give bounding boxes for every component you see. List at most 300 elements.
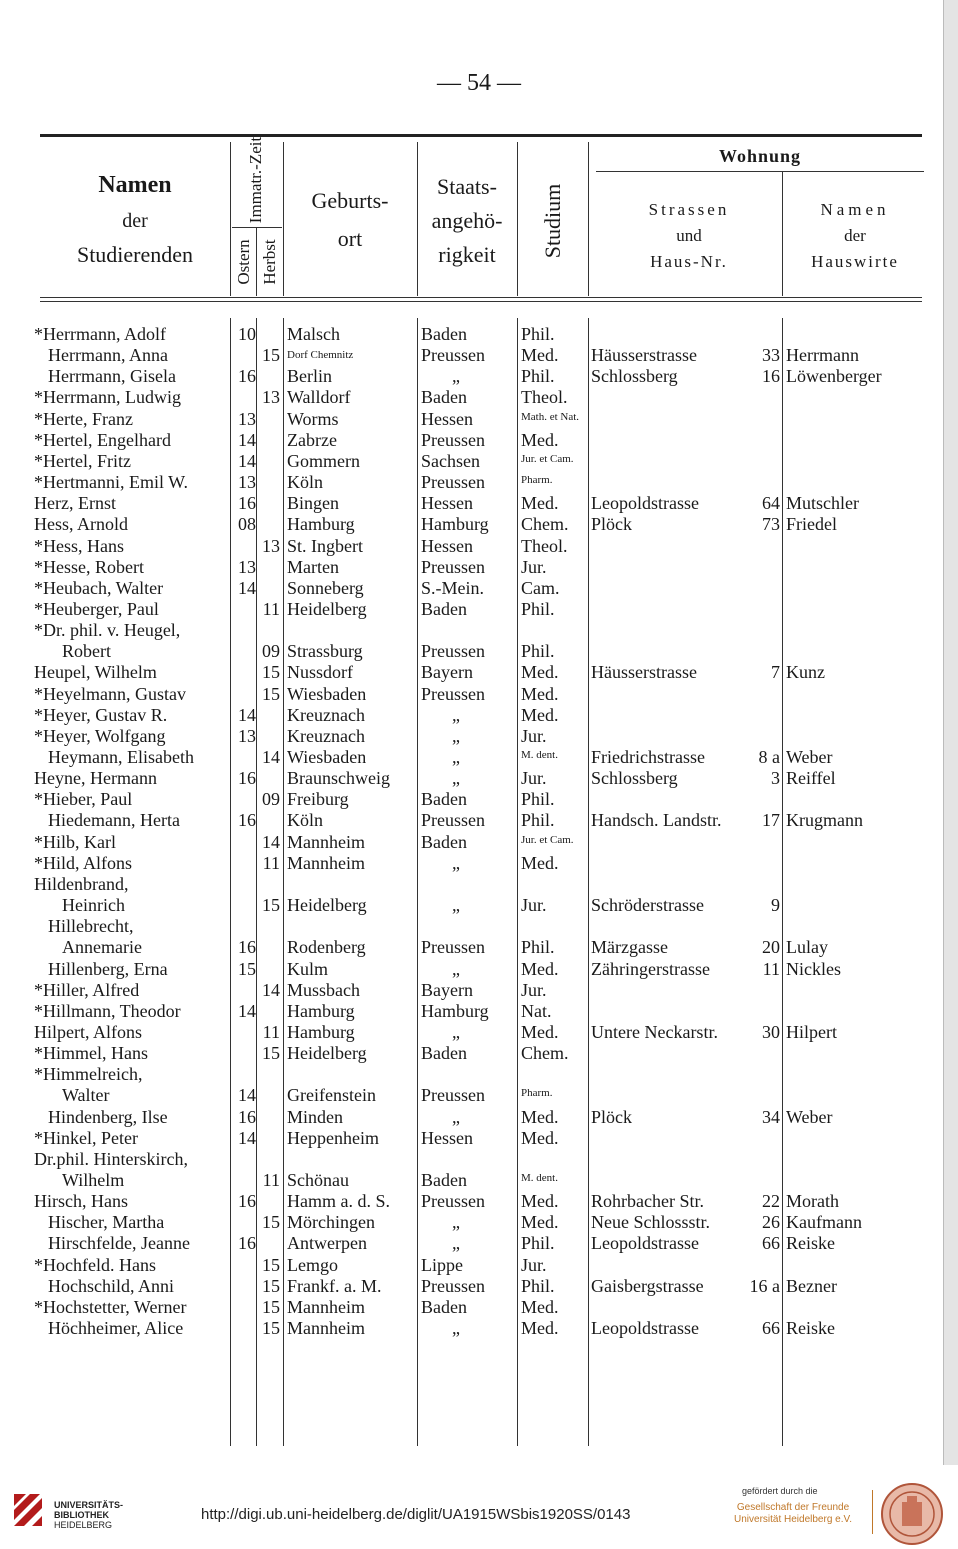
header-herbst: Herbst — [260, 239, 279, 285]
geburtsort: Mannheim — [287, 1318, 365, 1339]
herbst-semester: 09 — [262, 641, 280, 662]
ostern-semester: 13 — [238, 556, 256, 577]
hausnummer: 26 — [762, 1212, 780, 1233]
university-seal-icon — [880, 1482, 944, 1546]
hausnummer: 9 — [771, 895, 780, 916]
studium: Phil. — [521, 598, 555, 619]
strasse: Rohrbacher Str. — [591, 1191, 704, 1212]
hausnummer: 16 — [762, 366, 780, 387]
ostern-semester: 15 — [238, 958, 256, 979]
geburtsort: Marten — [287, 556, 339, 577]
herbst-semester: 15 — [262, 1296, 280, 1317]
studium: Math. et Nat. — [521, 410, 580, 423]
table-row — [0, 874, 958, 895]
studium: Phil. — [521, 789, 555, 810]
staatsangehoerigkeit: Baden — [421, 387, 467, 408]
geburtsort: Schönau — [287, 1170, 349, 1190]
table-row — [0, 599, 958, 620]
studium: Med. — [521, 1296, 559, 1317]
staatsangehoerigkeit: S.-Mein. — [421, 577, 484, 598]
ostern-semester: 14 — [238, 1085, 256, 1106]
geburtsort: St. Ingbert — [287, 535, 363, 556]
ostern-semester: 14 — [238, 577, 256, 598]
strasse: Zähringerstrasse — [591, 958, 710, 979]
table-row — [0, 662, 958, 683]
strasse: Neue Schlossstr. — [591, 1212, 710, 1233]
geburtsort: Heppenheim — [287, 1127, 379, 1148]
student-name: Hiedemann, Herta — [48, 810, 180, 831]
geburtsort: Malsch — [287, 324, 340, 344]
herbst-semester: 15 — [262, 1275, 280, 1296]
funding-note: gefördert durch die — [742, 1486, 818, 1496]
staatsangehoerigkeit: Preussen — [421, 345, 485, 366]
geburtsort: Gommern — [287, 450, 360, 471]
herbst-semester: 09 — [262, 789, 280, 810]
ostern-semester: 10 — [238, 324, 256, 344]
student-name: *Hochstetter, Werner — [34, 1296, 187, 1317]
header-rule-1 — [40, 297, 922, 298]
hausnummer: 66 — [762, 1233, 780, 1254]
header-wohnung: Wohnung — [718, 146, 802, 166]
staatsangehoerigkeit: Hessen — [421, 408, 473, 429]
staatsangehoerigkeit: Baden — [421, 1170, 467, 1190]
header-staat-3: rigkeit — [438, 242, 496, 267]
student-name: Hirschfelde, Jeanne — [48, 1233, 190, 1254]
table-row — [0, 789, 958, 810]
student-name: Heyne, Hermann — [34, 768, 157, 789]
student-name: *Hiller, Alfred — [34, 979, 140, 1000]
geburtsort: Heidelberg — [287, 1043, 367, 1064]
strasse: Leopoldstrasse — [591, 1233, 699, 1254]
table-row — [0, 1212, 958, 1233]
hauswirt: Weber — [786, 1106, 833, 1127]
strasse: Schlossberg — [591, 768, 678, 789]
studium: Phil. — [521, 937, 555, 958]
herbst-semester: 14 — [262, 747, 280, 767]
table-row — [0, 387, 958, 408]
student-name: Hilpert, Alfons — [34, 1021, 142, 1042]
student-name: Walter — [62, 1085, 110, 1106]
hausnummer: 7 — [771, 662, 780, 683]
strasse: Häusserstrasse — [591, 662, 697, 683]
table-row — [0, 1064, 958, 1085]
studium: Theol. — [521, 387, 568, 408]
staatsangehoerigkeit: Hessen — [421, 535, 473, 556]
header-strassen-2: und — [676, 226, 702, 245]
strasse: Leopoldstrasse — [591, 493, 699, 514]
geburtsort: Worms — [287, 408, 339, 429]
hauswirt: Bezner — [786, 1275, 837, 1296]
geburtsort: Antwerpen — [287, 1233, 367, 1254]
studium: M. dent. — [521, 749, 558, 761]
geburtsort: Freiburg — [287, 789, 349, 810]
hausnummer: 64 — [762, 493, 780, 514]
herbst-semester: 11 — [262, 852, 280, 873]
geburtsort: Hamburg — [287, 514, 355, 535]
student-name: Heymann, Elisabeth — [48, 747, 194, 767]
staatsangehoerigkeit: Preussen — [421, 683, 485, 704]
studium: Phil. — [521, 641, 555, 662]
student-name: Hildenbrand, — [34, 873, 129, 894]
student-name: *Hess, Hans — [34, 535, 124, 556]
student-name: *Heyer, Gustav R. — [34, 704, 168, 725]
hauswirt: Kunz — [786, 662, 825, 683]
header-geburtsort-2: ort — [337, 226, 363, 251]
student-name: Hillebrecht, — [48, 916, 134, 937]
hauswirt: Reiske — [786, 1233, 835, 1254]
table-row — [0, 1107, 958, 1128]
col-divider — [256, 228, 257, 296]
ostern-semester: 16 — [238, 366, 256, 387]
student-name: *Hild, Alfons — [34, 852, 133, 873]
hauswirt: Reiske — [786, 1318, 835, 1339]
geburtsort: Mannheim — [287, 852, 365, 873]
geburtsort: Rodenberg — [287, 937, 366, 958]
ostern-semester: 14 — [238, 429, 256, 450]
strasse: Handsch. Landstr. — [591, 810, 722, 831]
studium: Chem. — [521, 514, 569, 535]
staatsangehoerigkeit: „ — [452, 895, 460, 916]
hauswirt: Lulay — [786, 937, 828, 958]
staatsangehoerigkeit: Baden — [421, 831, 467, 852]
strasse: Friedrichstrasse — [591, 747, 705, 767]
student-name: *Herrmann, Adolf — [34, 324, 166, 344]
student-name: Heinrich — [62, 895, 125, 916]
staatsangehoerigkeit: Baden — [421, 789, 467, 810]
table-row — [0, 493, 958, 514]
herbst-semester: 15 — [262, 1212, 280, 1233]
staatsangehoerigkeit: Preussen — [421, 810, 485, 831]
table-row — [0, 1128, 958, 1149]
herbst-semester: 11 — [262, 598, 280, 619]
geburtsort: Strassburg — [287, 641, 363, 662]
student-name: Dr.phil. Hinterskirch, — [34, 1148, 188, 1169]
header-wirte-1: Namen — [820, 200, 890, 219]
student-name: Annemarie — [62, 937, 142, 958]
hausnummer: 17 — [762, 810, 780, 831]
table-top-rule — [40, 134, 922, 137]
herbst-semester: 15 — [262, 662, 280, 683]
studium: Phil. — [521, 324, 555, 344]
geburtsort: Berlin — [287, 366, 332, 387]
table-row — [0, 959, 958, 980]
geburtsort: Hamburg — [287, 1021, 355, 1042]
studium: Nat. — [521, 1000, 552, 1021]
table-row — [0, 684, 958, 705]
geburtsort: Kreuznach — [287, 725, 365, 746]
table-row — [0, 324, 958, 345]
studium: Med. — [521, 1127, 559, 1148]
strasse: Gaisbergstrasse — [591, 1275, 704, 1296]
hauswirt: Reiffel — [786, 768, 836, 789]
studium: Jur. et Cam. — [521, 452, 574, 465]
geburtsort: Mannheim — [287, 1296, 365, 1317]
studium: Med. — [521, 852, 559, 873]
student-name: Herrmann, Anna — [48, 345, 168, 366]
table-row — [0, 472, 958, 493]
student-name: Herz, Ernst — [34, 493, 116, 514]
geburtsort: Mannheim — [287, 831, 365, 852]
strasse: Plöck — [591, 514, 633, 535]
ostern-semester: 16 — [238, 810, 256, 831]
studium: Jur. — [521, 556, 547, 577]
table-row — [0, 451, 958, 472]
student-name: *Hertel, Fritz — [34, 450, 131, 471]
student-name: Hess, Arnold — [34, 514, 128, 535]
hausnummer: 33 — [762, 345, 780, 366]
hauswirt: Friedel — [786, 514, 837, 535]
staatsangehoerigkeit: „ — [452, 704, 460, 725]
student-name: *Hertel, Engelhard — [34, 429, 171, 450]
strasse: Schröderstrasse — [591, 895, 704, 916]
staatsangehoerigkeit: Bayern — [421, 662, 473, 683]
herbst-semester: 15 — [262, 683, 280, 704]
studium: Jur. et Cam. — [521, 833, 574, 846]
herbst-semester: 14 — [262, 979, 280, 1000]
hauswirt: Kaufmann — [786, 1212, 862, 1233]
studium: Phil. — [521, 366, 555, 387]
student-name: *Hinkel, Peter — [34, 1127, 138, 1148]
student-name: *Hertmanni, Emil W. — [34, 472, 188, 493]
herbst-semester: 15 — [262, 1254, 280, 1275]
ostern-semester: 08 — [238, 514, 256, 535]
strasse: Untere Neckarstr. — [591, 1021, 718, 1042]
staatsangehoerigkeit: Sachsen — [421, 450, 480, 471]
geburtsort: Köln — [287, 472, 323, 493]
student-name: *Hillmann, Theodor — [34, 1000, 181, 1021]
page-number: — 54 — — [437, 70, 521, 96]
table-row — [0, 557, 958, 578]
col-divider — [588, 142, 589, 296]
staatsangehoerigkeit: Preussen — [421, 472, 485, 493]
student-name: *Herte, Franz — [34, 408, 133, 429]
hauswirt: Krugmann — [786, 810, 863, 831]
col-divider — [517, 142, 518, 296]
ostern-semester: 14 — [238, 704, 256, 725]
col-divider — [283, 142, 284, 296]
ostern-semester: 16 — [238, 1233, 256, 1254]
staatsangehoerigkeit: Preussen — [421, 1085, 485, 1106]
geburtsort: Frankf. a. M. — [287, 1275, 382, 1296]
table-row — [0, 1085, 958, 1106]
ostern-semester: 13 — [238, 408, 256, 429]
student-name: Hochschild, Anni — [48, 1275, 174, 1296]
hauswirt: Nickles — [786, 958, 841, 979]
studium: Med. — [521, 1106, 559, 1127]
geburtsort: Kulm — [287, 958, 329, 979]
ostern-semester: 16 — [238, 937, 256, 958]
staatsangehoerigkeit: „ — [452, 1318, 460, 1339]
studium: Phil. — [521, 1275, 555, 1296]
studium: Phil. — [521, 1233, 555, 1254]
hausnummer: 73 — [762, 514, 780, 535]
table-row — [0, 536, 958, 557]
table-row — [0, 937, 958, 958]
header-studium: Studium — [540, 183, 565, 259]
header-ostern: Ostern — [234, 239, 253, 285]
geburtsort: Wiesbaden — [287, 747, 367, 767]
staatsangehoerigkeit: Hessen — [421, 1127, 473, 1148]
staatsangehoerigkeit: Baden — [421, 324, 467, 344]
studium: Med. — [521, 958, 559, 979]
hausnummer: 11 — [762, 958, 780, 979]
header-wirte-2: der — [844, 226, 866, 245]
table-row — [0, 853, 958, 874]
staatsangehoerigkeit: Bayern — [421, 979, 473, 1000]
table-row — [0, 1297, 958, 1318]
geburtsort: Bingen — [287, 493, 339, 514]
studium: Med. — [521, 1021, 559, 1042]
staatsangehoerigkeit: Baden — [421, 1043, 467, 1064]
staatsangehoerigkeit: Preussen — [421, 1275, 485, 1296]
table-row — [0, 620, 958, 641]
table-row — [0, 1233, 958, 1254]
ostern-semester: 14 — [238, 1000, 256, 1021]
geburtsort: Braunschweig — [287, 768, 390, 789]
studium: Med. — [521, 683, 559, 704]
ostern-semester: 16 — [238, 1191, 256, 1212]
studium: Jur. — [521, 1254, 547, 1275]
studium: Jur. — [521, 895, 547, 916]
ostern-semester: 14 — [238, 1127, 256, 1148]
geburtsort: Greifenstein — [287, 1085, 376, 1106]
header-geburtsort-1: Geburts- — [311, 188, 389, 213]
table-row — [0, 430, 958, 451]
table-row — [0, 409, 958, 430]
header-strassen-3: Haus-Nr. — [650, 252, 728, 271]
staatsangehoerigkeit: „ — [452, 1212, 460, 1233]
student-name: *Heuberger, Paul — [34, 598, 159, 619]
studium: Med. — [521, 704, 559, 725]
staatsangehoerigkeit: „ — [452, 1233, 460, 1254]
table-row — [0, 1043, 958, 1064]
herbst-semester: 13 — [262, 387, 280, 408]
student-name: Robert — [62, 641, 111, 662]
student-name: *Heyer, Wolfgang — [34, 725, 166, 746]
geburtsort: Zabrze — [287, 429, 337, 450]
table-row — [0, 1170, 958, 1191]
studium: Phil. — [521, 810, 555, 831]
studium: Theol. — [521, 535, 568, 556]
footer — [0, 1470, 958, 1549]
geburtsort: Heidelberg — [287, 598, 367, 619]
footer-separator — [872, 1490, 873, 1534]
hausnummer: 16 a — [749, 1275, 780, 1296]
studium: M. dent. — [521, 1172, 558, 1184]
table-row — [0, 895, 958, 916]
strasse: Schlossberg — [591, 366, 678, 387]
herbst-semester: 15 — [262, 895, 280, 916]
studium: Med. — [521, 493, 559, 514]
studium: Med. — [521, 1212, 559, 1233]
student-name: Hindenberg, Ilse — [48, 1106, 168, 1127]
table-row — [0, 1001, 958, 1022]
hauswirt: Hilpert — [786, 1021, 837, 1042]
strasse: Leopoldstrasse — [591, 1318, 699, 1339]
studium: Cam. — [521, 577, 560, 598]
geburtsort: Heidelberg — [287, 895, 367, 916]
col-divider — [230, 142, 231, 296]
hausnummer: 30 — [762, 1021, 780, 1042]
table-row — [0, 980, 958, 1001]
staatsangehoerigkeit: Preussen — [421, 641, 485, 662]
geburtsort: Nussdorf — [287, 662, 353, 683]
header-wirte-3: Hauswirte — [811, 252, 899, 271]
student-name: *Hieber, Paul — [34, 789, 133, 810]
studium: Med. — [521, 1191, 559, 1212]
ostern-semester: 16 — [238, 493, 256, 514]
table-row — [0, 366, 958, 387]
staatsangehoerigkeit: Hamburg — [421, 514, 489, 535]
table-row — [0, 768, 958, 789]
staatsangehoerigkeit: Hessen — [421, 493, 473, 514]
staatsangehoerigkeit: „ — [452, 852, 460, 873]
table-row — [0, 705, 958, 726]
herbst-semester: 11 — [262, 1170, 280, 1190]
student-name: Hirsch, Hans — [34, 1191, 128, 1212]
staatsangehoerigkeit: Preussen — [421, 1191, 485, 1212]
table-row — [0, 578, 958, 599]
student-name: *Hesse, Robert — [34, 556, 144, 577]
table-row — [0, 514, 958, 535]
student-name: Heupel, Wilhelm — [34, 662, 157, 683]
wohnung-divider — [596, 171, 924, 172]
geburtsort: Hamburg — [287, 1000, 355, 1021]
staatsangehoerigkeit: Lippe — [421, 1254, 463, 1275]
geburtsort: Minden — [287, 1106, 343, 1127]
table-row — [0, 916, 958, 937]
staatsangehoerigkeit: Preussen — [421, 429, 485, 450]
header-namen: Namen — [98, 172, 172, 198]
hauswirt: Mutschler — [786, 493, 859, 514]
geburtsort: Hamm a. d. S. — [287, 1191, 390, 1212]
herbst-semester: 15 — [262, 1043, 280, 1064]
ostern-semester: 14 — [238, 450, 256, 471]
hauswirt: Weber — [786, 747, 833, 767]
hausnummer: 8 a — [758, 747, 780, 767]
staatsangehoerigkeit: „ — [452, 768, 460, 789]
col-divider — [782, 172, 783, 296]
staatsangehoerigkeit: Baden — [421, 1296, 467, 1317]
table-row — [0, 747, 958, 768]
studium: Med. — [521, 1318, 559, 1339]
staatsangehoerigkeit: „ — [452, 1021, 460, 1042]
herbst-semester: 14 — [262, 831, 280, 852]
ostern-semester: 16 — [238, 1106, 256, 1127]
geburtsort: Sonneberg — [287, 577, 364, 598]
table-row — [0, 641, 958, 662]
staatsangehoerigkeit: Baden — [421, 598, 467, 619]
source-url[interactable]: http://digi.ub.uni-heidelberg.de/diglit/UA1915WSbis1920SS/0143 — [201, 1506, 631, 1523]
geburtsort: Lemgo — [287, 1254, 338, 1275]
student-name: Hillenberg, Erna — [48, 958, 168, 979]
header-der: der — [122, 210, 148, 232]
table-row — [0, 1022, 958, 1043]
library-name: UNIVERSITÄTS- BIBLIOTHEK HEIDELBERG — [54, 1500, 124, 1530]
staatsangehoerigkeit: „ — [452, 747, 460, 767]
table-row — [0, 345, 958, 366]
student-name: Hischer, Martha — [48, 1212, 165, 1233]
header-strassen-1: Strassen — [648, 200, 730, 219]
hauswirt: Morath — [786, 1191, 839, 1212]
header-immatr-zeit: Immatr.-Zeit — [246, 136, 265, 224]
studium: Pharm. — [521, 1087, 553, 1100]
hausnummer: 34 — [762, 1106, 780, 1127]
staatsangehoerigkeit: „ — [452, 958, 460, 979]
studium: Pharm. — [521, 474, 553, 487]
table-row — [0, 832, 958, 853]
strasse: Märzgasse — [591, 937, 668, 958]
